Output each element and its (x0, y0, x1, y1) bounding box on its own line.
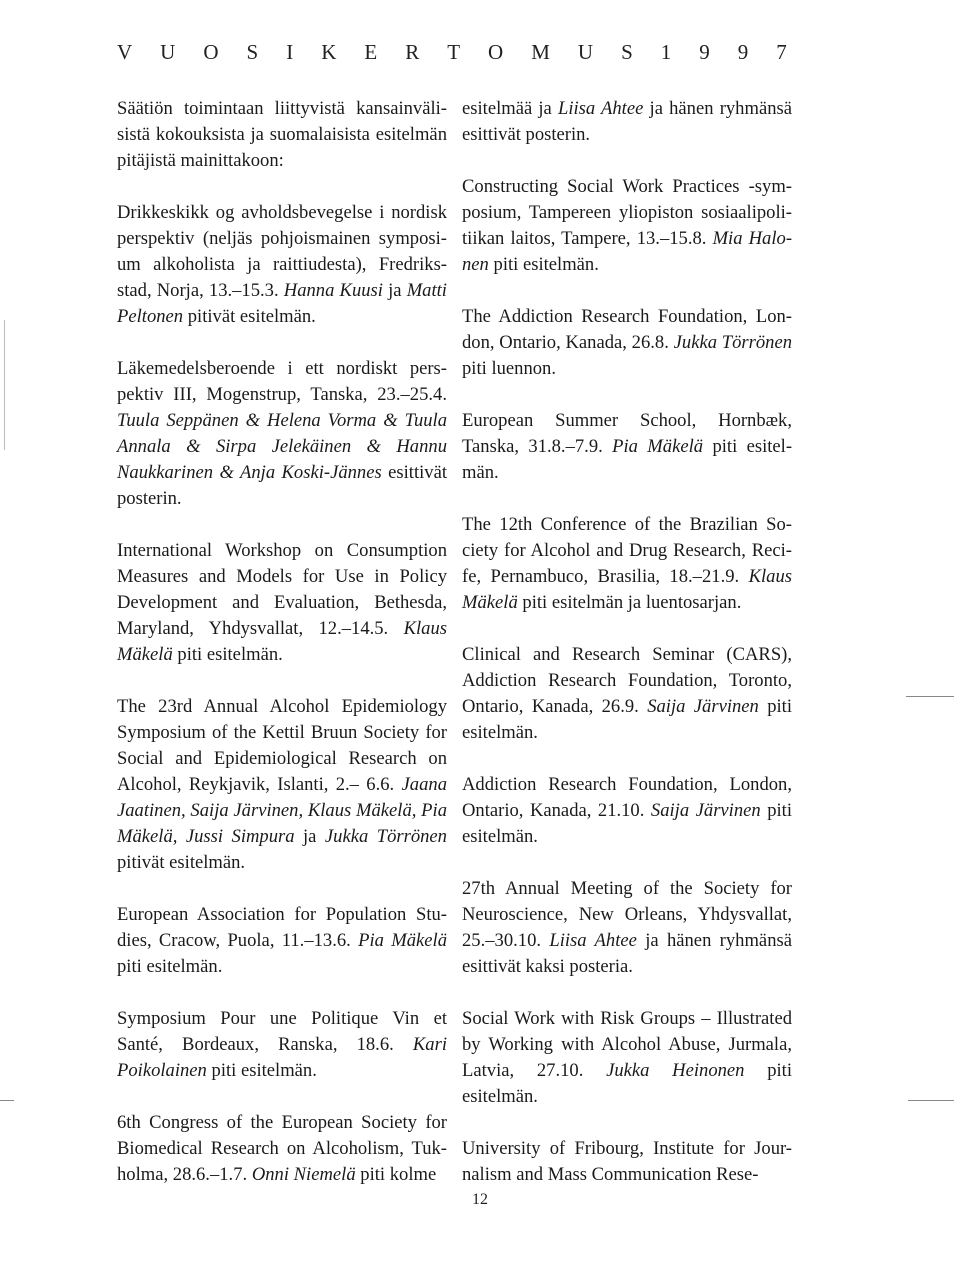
header-letter: M (531, 40, 550, 64)
entry-text: esitelmää ja (462, 98, 552, 119)
entry-paragraph (462, 512, 792, 616)
entry-paragraph (462, 96, 792, 148)
person-names: Mia Halo- nen (462, 228, 793, 275)
entry-paragraph (117, 902, 447, 980)
left-margin-mark (4, 320, 5, 450)
entry-text: University of Fribourg, Institute for Jour- nalism and Mass Communication Rese- (462, 1138, 792, 1185)
person-names: Hanna Kuusi (283, 280, 383, 301)
person-names: Klaus Mäkelä (117, 618, 447, 665)
header-letter: T (447, 40, 461, 64)
margin-rule (0, 1100, 14, 1101)
entry-text: Drikkeskikk og avholdsbevegelse i nordisk perspektiv (neljäs pohjoismainen symposi- um alkoholista ja raittiudesta), Fredriks- stad, Norja, 13.–15.3. (117, 202, 447, 301)
entry-text: 6th Congress of the European Society for Biomedical Research on Alcoholism, Tuk- holma, 28.6.–1.7. (117, 1112, 447, 1185)
entry-text: pitivät esitelmän. (117, 852, 246, 873)
person-names: Liisa Ahtee (549, 930, 637, 951)
entry-text: pitivät esitelmän. (187, 306, 316, 327)
entry-paragraph (462, 642, 792, 746)
person-names: Klaus Mäkelä (462, 566, 792, 613)
entry-text: Addiction Research Foundation, London, Ontario, Kanada, 21.10. (462, 774, 792, 821)
header-letter: 9 (699, 40, 710, 64)
entry-text: piti esitelmän. (493, 254, 599, 275)
entry-paragraph (117, 356, 447, 512)
header-letter: R (405, 40, 420, 64)
entry-text: Läkemedelsberoende i ett nordiskt pers- pektiv III, Mogenstrup, Tanska, 23.–25.4. (117, 358, 447, 405)
header-letter: O (488, 40, 504, 64)
person-names: Pia Mäkelä (358, 930, 447, 951)
entry-paragraph (117, 538, 447, 668)
entry-text: ja hänen ryhmänsä esittivät kaksi posteria. (462, 930, 792, 977)
person-names: Liisa Ahtee (557, 98, 644, 119)
entry-text: 27th Annual Meeting of the Society for Neuroscience, New Orleans, Yhdysvallat, 25.–30.10. (462, 878, 792, 951)
entry-paragraph (462, 876, 792, 980)
person-names: Kari Poikolainen (117, 1034, 447, 1081)
entry-paragraph (117, 200, 447, 330)
entry-text: piti esitelmän. (177, 644, 283, 665)
person-names: Jukka Törrönen (324, 826, 447, 847)
entry-text: ja (303, 826, 317, 847)
person-names: Jaana Jaatinen, Saija Järvinen, Klaus Mäkelä, Pia Mäkelä, Jussi Simpura (117, 774, 447, 847)
entry-paragraph (462, 1006, 792, 1110)
entry-text: esittivät posterin. (117, 462, 447, 509)
entry-paragraph (117, 1110, 447, 1188)
entry-paragraph (117, 694, 447, 876)
entry-text: International Workshop on Consumption Measures and Models for Use in Policy Development and Evaluation, Bethesda, Maryland, Yhdysvallat, 12.–14.5. (117, 540, 447, 639)
entry-text: ja hänen ryhmänsä esittivät posterin. (462, 98, 792, 145)
person-names: Jukka Heinonen (606, 1060, 745, 1081)
header-letter: E (364, 40, 378, 64)
entry-text: European Association for Population Stu- dies, Cracow, Puola, 11.–13.6. (117, 904, 447, 951)
person-names: Saija Järvinen (647, 696, 759, 717)
entry-text: ja (388, 280, 402, 301)
header-letter: O (203, 40, 219, 64)
header-letter: K (321, 40, 337, 64)
entry-paragraph (462, 1136, 792, 1188)
entry-paragraph (462, 408, 792, 486)
entry-paragraph (117, 96, 447, 174)
margin-rule (908, 1100, 954, 1101)
running-header (117, 40, 787, 65)
header-letter: I (286, 40, 294, 64)
person-names: Tuula Seppänen & Helena Vorma & Tuula Annala & Sirpa Jelekäinen & Hannu Naukkarinen & Anja Koski-Jännes (117, 410, 447, 483)
header-letter: S (246, 40, 259, 64)
entry-text: The 23rd Annual Alcohol Epidemiology Symposium of the Kettil Bruun Society for Social and Epidemiological Research on Alcohol, Reykjavik, Islanti, 2.– 6.6. (117, 696, 447, 795)
entry-paragraph (117, 1006, 447, 1084)
header-letter: 7 (776, 40, 787, 64)
left-column (117, 96, 447, 1214)
entry-text: piti esitelmän. (211, 1060, 317, 1081)
header-letter: U (577, 40, 594, 64)
entry-text: piti kolme (360, 1164, 437, 1185)
entry-text: The 12th Conference of the Brazilian So- ciety for Alcohol and Drug Research, Reci- fe, Pernambuco, Brasilia, 18.–21.9. (462, 514, 792, 587)
header-letter: U (160, 40, 176, 64)
entry-text: Clinical and Research Seminar (CARS), Addiction Research Foundation, Toronto, Ontario, Kanada, 26.9. (462, 644, 792, 717)
header-letter: S (621, 40, 633, 64)
page-number: 12 (472, 1191, 488, 1208)
entry-text: Säätiön toimintaan liittyvistä kansainväli- sistä kokouksista ja suomalaisista esitelmän pitäjistä mainittakoon: (117, 98, 447, 171)
entry-text: European Summer School, Hornbæk, Tanska, 31.8.–7.9. (462, 410, 792, 457)
header-letter: V (117, 40, 133, 64)
person-names: Pia Mäkelä (612, 436, 704, 457)
entry-paragraph (462, 174, 792, 278)
entry-text: Symposium Pour une Politique Vin et Santé, Bordeaux, Ranska, 18.6. (117, 1008, 447, 1055)
person-names: Jukka Törrönen (673, 332, 793, 353)
entry-text: piti esitelmän ja luentosarjan. (522, 592, 742, 613)
entry-paragraph (462, 772, 792, 850)
entry-text: Social Work with Risk Groups – Illustrated by Working with Alcohol Abuse, Jurmala, Latvia, 27.10. (462, 1008, 792, 1081)
header-letter: 1 (660, 40, 672, 64)
entry-text: piti esitelmän. (462, 800, 793, 847)
person-names: Saija Järvinen (650, 800, 761, 821)
person-names: Onni Niemelä (251, 1164, 356, 1185)
entry-text: piti esitelmän. (462, 1060, 792, 1107)
entry-text: The Addiction Research Foundation, Lon- don, Ontario, Kanada, 26.8. (462, 306, 792, 353)
entry-text: Constructing Social Work Practices -sym- posium, Tampereen yliopiston sosiaalipoli- tiikan laitos, Tampere, 13.–15.8. (462, 176, 792, 249)
header-letter: 9 (737, 40, 749, 64)
entry-text: piti esitelmän. (117, 956, 223, 977)
entry-text: piti esitel- män. (462, 436, 793, 483)
margin-rule (906, 696, 954, 697)
right-column (462, 96, 792, 1214)
entry-text: piti esitelmän. (462, 696, 793, 743)
entry-paragraph (462, 304, 792, 382)
person-names: Matti Peltonen (117, 280, 447, 327)
entry-text: piti luennon. (462, 358, 556, 379)
